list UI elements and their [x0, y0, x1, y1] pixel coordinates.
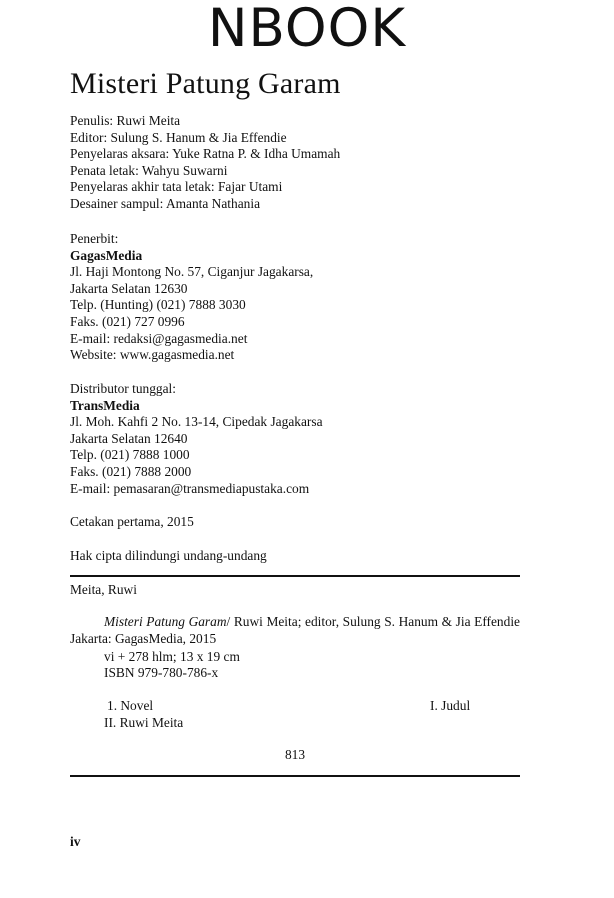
- catalog-subject-1: 1. Novel: [107, 698, 154, 713]
- catalog-author-heading: Meita, Ruwi: [70, 582, 137, 597]
- publisher-block: [70, 231, 530, 364]
- credit-line-editor: Editor: Sulung S. Hanum & Jia Effendie: [70, 129, 287, 145]
- catalog-title-italic: Misteri Patung Garam: [104, 614, 227, 629]
- distributor-label: Distributor tunggal:: [70, 381, 177, 396]
- catalog-top-rule: [70, 575, 520, 577]
- brand-logo-text: NBOOK: [207, 0, 407, 59]
- publisher-fax: Faks. (021) 727 0996: [70, 313, 185, 329]
- distributor-phone: Telp. (021) 7888 1000: [70, 447, 190, 463]
- distributor-address-line-1: Jl. Moh. Kahfi 2 No. 13-14, Cipedak Jagakarsa: [70, 414, 323, 430]
- catalog-bottom-rule: [70, 775, 520, 777]
- publisher-name: GagasMedia: [70, 247, 143, 263]
- page-folio: iv: [70, 834, 81, 849]
- credit-line-final-layout: Penyelaras akhir tata letak: Fajar Utami: [70, 179, 283, 195]
- distributor-fax: Faks. (021) 7888 2000: [70, 463, 192, 479]
- credit-line-author: Penulis: Ruwi Meita: [70, 113, 181, 128]
- catalog-title-entry: [70, 614, 520, 647]
- publisher-phone: Telp. (Hunting) (021) 7888 3030: [70, 297, 246, 313]
- credit-line-layout: Penata letak: Wahyu Suwarni: [70, 162, 228, 178]
- distributor-block: [70, 381, 530, 497]
- distributor-name: TransMedia: [70, 397, 140, 413]
- edition-line: Cetakan pertama, 2015: [70, 514, 194, 529]
- book-title: Misteri Patung Garam: [70, 67, 341, 100]
- credit-line-cover-designer: Desainer sampul: Amanta Nathania: [70, 195, 261, 211]
- catalog-title-rest: / Ruwi Meita; editor, Sulung S. Hanum & Jia Effendie Jakarta: GagasMedia, 2015: [70, 614, 520, 646]
- publisher-address-line-1: Jl. Haji Montong No. 57, Ciganjur Jagakarsa,: [70, 264, 314, 280]
- catalog-isbn: ISBN 979-780-786-x: [104, 665, 219, 680]
- catalog-subjects: [70, 698, 520, 731]
- catalog-class-number: 813: [284, 747, 306, 762]
- publisher-label: Penerbit:: [70, 231, 119, 246]
- credit-line-proofreader: Penyelaras aksara: Yuke Ratna P. & Idha Umamah: [70, 146, 341, 162]
- catalog-subject-2: II. Ruwi Meita: [104, 714, 184, 730]
- copyright-notice: Hak cipta dilindungi undang-undang: [70, 548, 267, 563]
- publisher-address-line-2: Jakarta Selatan 12630: [70, 280, 188, 296]
- distributor-address-line-2: Jakarta Selatan 12640: [70, 430, 188, 446]
- catalog-physical-description: vi + 278 hlm; 13 x 19 cm: [104, 649, 240, 664]
- credits-block: [70, 113, 530, 213]
- distributor-email: E-mail: pemasaran@transmediapustaka.com: [70, 480, 310, 496]
- publisher-website: Website: www.gagasmedia.net: [70, 347, 235, 363]
- publisher-email: E-mail: redaksi@gagasmedia.net: [70, 330, 248, 346]
- catalog-subject-title: I. Judul: [430, 698, 471, 713]
